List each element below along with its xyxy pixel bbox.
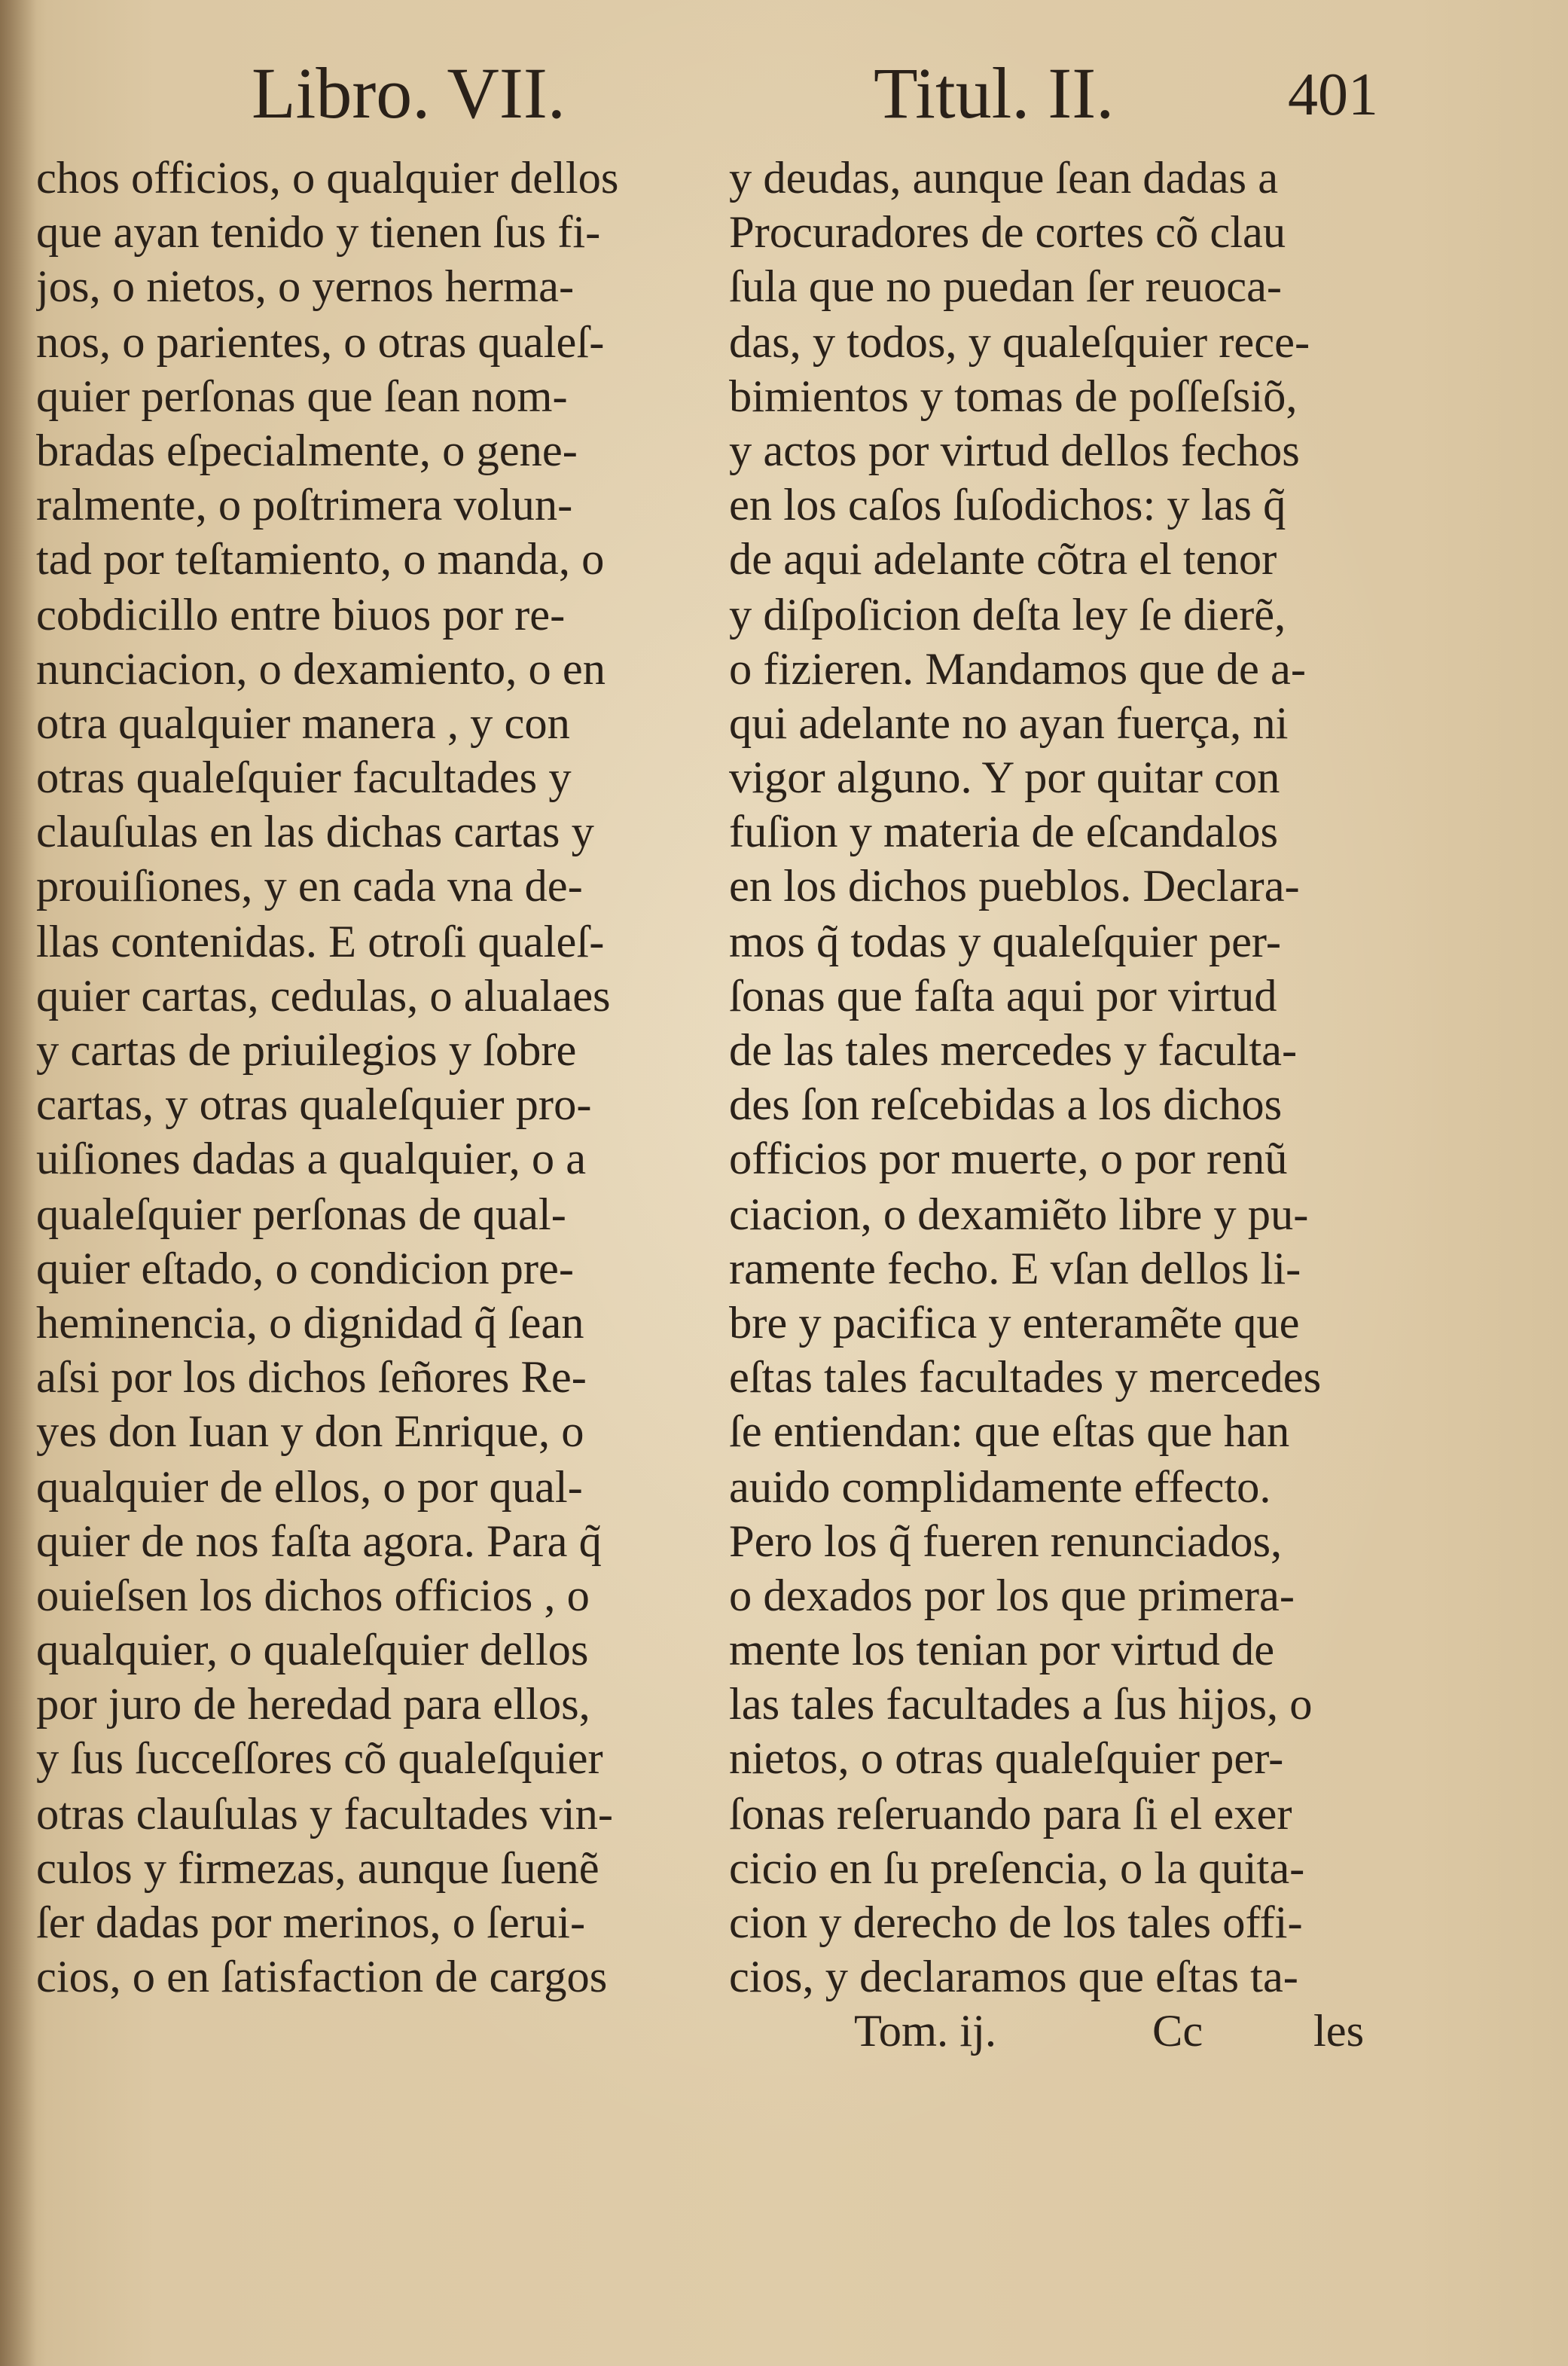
text-line: quier eſtado, o condicion pre- (36, 1242, 574, 1294)
text-line: ſer dadas por merinos, o ſerui- (36, 1897, 586, 1948)
text-line: Pero los q̃ fueren renunciados, (729, 1515, 1283, 1567)
title-heading: Titul. II. (874, 54, 1115, 134)
text-line: yes don Iuan y don Enrique, o (36, 1406, 584, 1458)
text-line: cios, o en ſatisfaction de cargos (36, 1951, 608, 2003)
text-line: Procuradores de cortes cõ clau (729, 206, 1286, 258)
text-line: otras qualeſquier facultades y (36, 752, 572, 804)
text-line: tad por teſtamiento, o manda, o (36, 533, 605, 585)
text-line: clauſulas en las dichas cartas y (36, 806, 594, 858)
text-line: que ayan tenido y tienen ſus fi- (36, 206, 601, 258)
text-line: nietos, o otras qualeſquier per- (729, 1733, 1284, 1784)
text-line: bradas eſpecialmente, o gene- (36, 424, 578, 476)
text-line: jos, o nietos, o yernos herma- (36, 261, 575, 313)
text-line: mente los tenian por virtud de (729, 1624, 1275, 1676)
text-line: quier de nos faſta agora. Para q̃ (36, 1515, 602, 1567)
catchword: les (1313, 2005, 1365, 2056)
text-line: quier cartas, cedulas, o alualaes (36, 969, 611, 1021)
right-text-column (729, 151, 1392, 2004)
text-line: qualquier, o qualeſquier dellos (36, 1624, 589, 1676)
text-line: cobdicillo entre biuos por re- (36, 588, 566, 640)
text-line: y actos por virtud dellos fechos (729, 424, 1300, 476)
text-line: uiſiones dadas a qualquier, o a (36, 1133, 587, 1185)
text-line: o fizieren. Mandamos que de a- (729, 643, 1307, 695)
signature-mark: Tom. ij. (854, 2005, 997, 2056)
page-footer (0, 2004, 1568, 2058)
text-line: officios por muerte, o por renũ (729, 1133, 1288, 1185)
text-line: ſe entiendan: que eſtas que han (729, 1406, 1290, 1458)
text-line: otras clauſulas y facultades vin- (36, 1787, 614, 1839)
left-text-column (36, 151, 699, 2004)
text-line: ouieſsen los dichos officios , o (36, 1569, 590, 1621)
text-line: fuſion y materia de eſcandalos (729, 806, 1279, 858)
text-line: vigor alguno. Y por quitar con (729, 752, 1280, 804)
text-line: quier perſonas que ſean nom- (36, 370, 568, 422)
text-line: qualeſquier perſonas de qual- (36, 1188, 566, 1240)
text-line: ciacion, o dexamiẽto libre y pu- (729, 1188, 1309, 1240)
text-line: de aqui adelante cõtra el tenor (729, 533, 1277, 585)
text-line: nunciacion, o dexamiento, o en (36, 643, 606, 695)
text-line: cios, y declaramos que eſtas ta- (729, 1951, 1298, 2003)
text-line: por juro de heredad para ellos, (36, 1678, 590, 1730)
text-line: ramente fecho. E vſan dellos li- (729, 1242, 1301, 1294)
text-line: o dexados por los que primera- (729, 1569, 1295, 1621)
folio-number: 401 (1288, 60, 1378, 128)
quire-mark: Cc (1152, 2005, 1203, 2056)
text-line: cion y derecho de los tales offi- (729, 1897, 1303, 1948)
text-line: llas contenidas. E otroſi qualeſ- (36, 915, 605, 967)
text-line: y cartas de priuilegios y ſobre (36, 1024, 577, 1076)
text-line: y diſpoſicion deſta ley ſe dierẽ, (729, 588, 1286, 640)
text-line: otra qualquier manera , y con (36, 697, 570, 749)
text-line: bimientos y tomas de poſſeſsiõ, (729, 370, 1298, 422)
text-line: ralmente, o poſtrimera volun- (36, 479, 573, 531)
text-line: prouiſiones, y en cada vna de- (36, 860, 583, 912)
text-line: das, y todos, y qualeſquier rece- (729, 316, 1310, 368)
text-line: aſsi por los dichos ſeñores Re- (36, 1351, 587, 1403)
text-line: culos y firmezas, aunque ſuenẽ (36, 1842, 599, 1894)
text-line: cicio en ſu preſencia, o la quita- (729, 1842, 1305, 1894)
text-line: eſtas tales facultades y mercedes (729, 1351, 1322, 1403)
text-line: heminencia, o dignidad q̃ ſean (36, 1296, 584, 1348)
text-line: y deudas, aunque ſean dadas a (729, 152, 1279, 203)
text-line: cartas, y otras qualeſquier pro- (36, 1079, 592, 1131)
text-line: mos q̃ todas y qualeſquier per- (729, 915, 1282, 967)
text-line: chos officios, o qualquier dellos (36, 152, 619, 203)
text-line: qui adelante no ayan fuerça, ni (729, 697, 1289, 749)
text-line: auido complidamente effecto. (729, 1461, 1271, 1512)
running-head (0, 53, 1568, 136)
text-line: ſonas que faſta aqui por virtud (729, 969, 1277, 1021)
text-line: qualquier de ellos, o por qual- (36, 1461, 583, 1512)
text-line: ſula que no puedan ſer reuoca- (729, 261, 1283, 313)
text-line: ſonas reſeruando para ſi el exer (729, 1787, 1292, 1839)
text-line: en los dichos pueblos. Declara- (729, 860, 1300, 912)
text-line: bre y pacifica y enteramẽte que (729, 1296, 1300, 1348)
book-heading: Libro. VII. (252, 54, 566, 134)
text-line: des ſon reſcebidas a los dichos (729, 1079, 1283, 1131)
text-line: de las tales mercedes y faculta- (729, 1024, 1298, 1076)
text-line: en los caſos ſuſodichos: y las q̃ (729, 479, 1286, 531)
text-line: y ſus ſucceſſores cõ qualeſquier (36, 1733, 603, 1784)
text-line: nos, o parientes, o otras qualeſ- (36, 316, 605, 368)
text-line: las tales facultades a ſus hijos, o (729, 1678, 1313, 1730)
